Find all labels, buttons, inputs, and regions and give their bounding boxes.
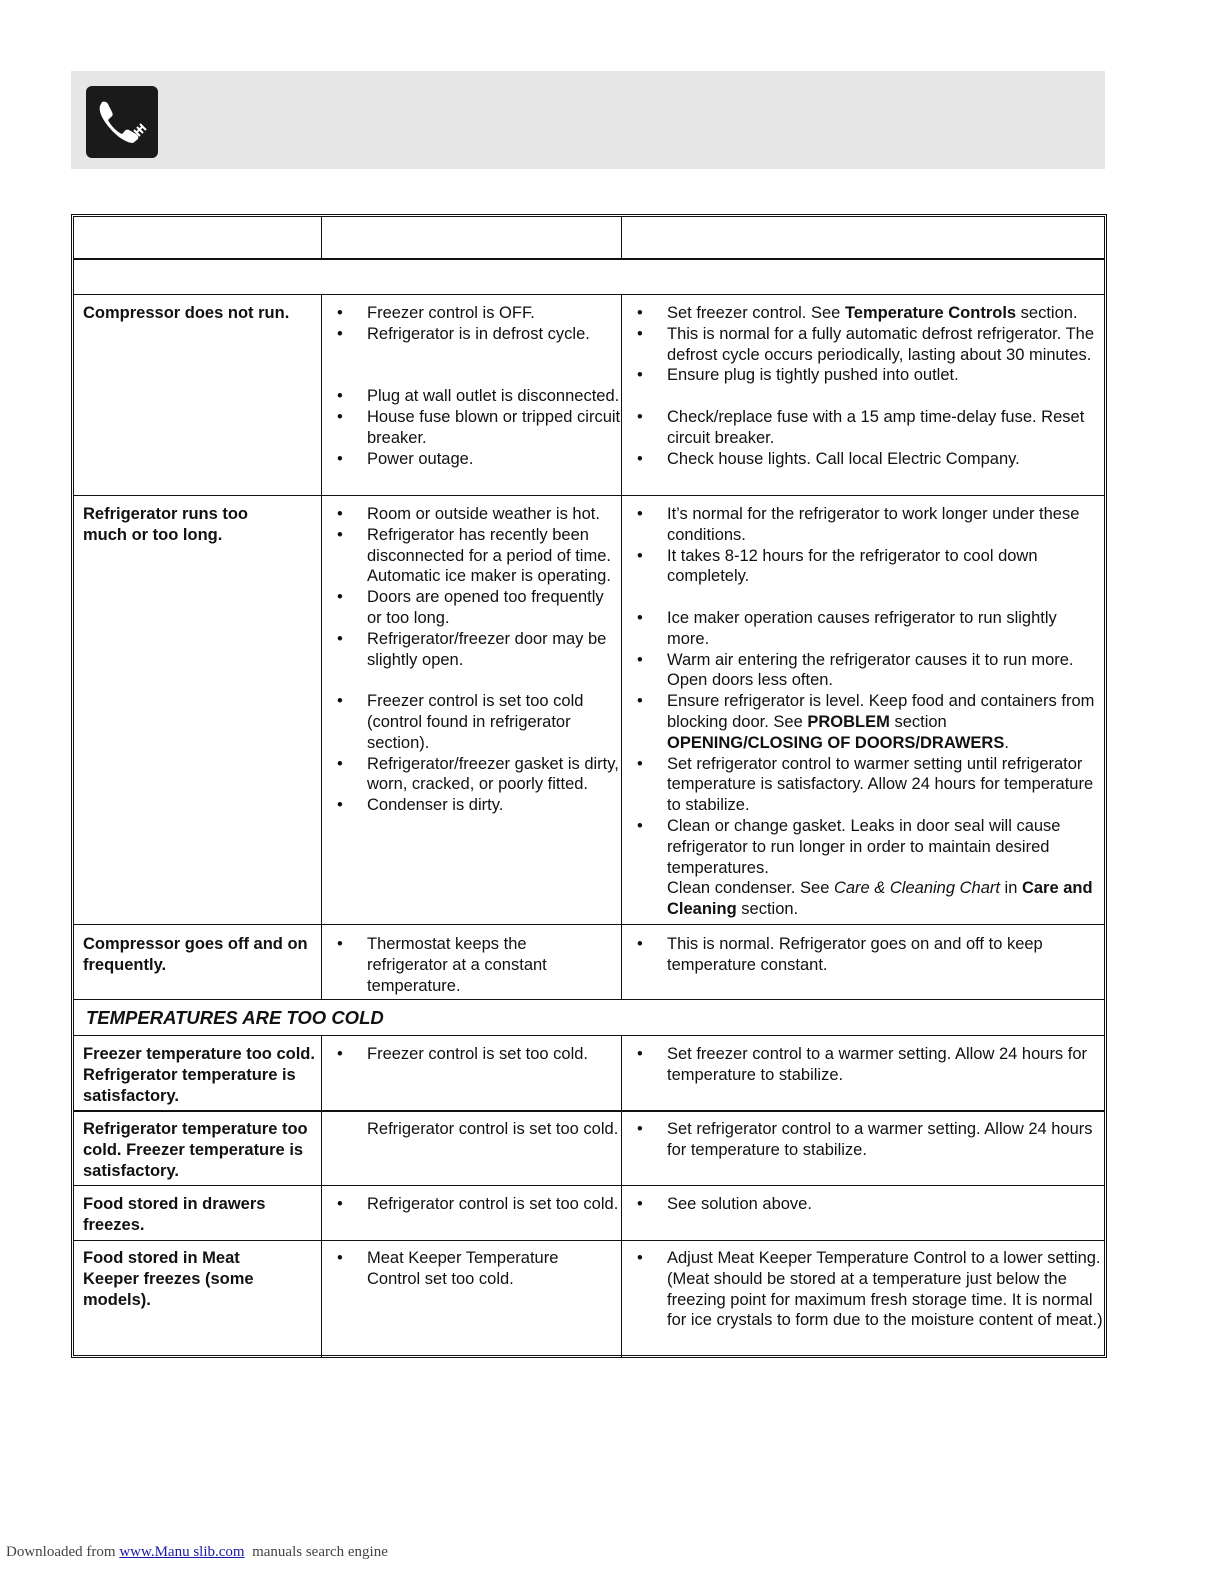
problem-freezer-too-cold: Freezer temperature too cold. Refrigerator temperature is satisfactory. [83,1045,315,1105]
footer-suffix: manuals search engine [244,1544,388,1560]
list-item: • Room or outside weather is hot. [333,504,621,525]
list-item: • Ice maker operation causes refrigerator to run slightly more. [633,608,1103,650]
list-item: • Freezer control is set too cold (control found in refrigerator section). [333,691,621,753]
solutions-freezer-too-cold [633,1044,1103,1086]
list-item: • Freezer control is set too cold. [333,1044,621,1065]
problem-compressor-not-run: Compressor does not run. [83,304,290,322]
list-item: • Power outage. [333,449,621,470]
header-band [71,71,1105,169]
list-item: • Meat Keeper Temperature Control set too cold. [333,1248,593,1290]
problem-runs-too-long: Refrigerator runs too much or too long. [83,505,249,544]
troubleshooting-table [71,214,1107,1358]
causes-freezer-too-cold [333,1044,621,1065]
causes-runs-too-long [333,504,621,816]
list-item: Automatic ice maker is operating. [367,567,611,586]
list-item: • It’s normal for the refrigerator to work longer under these conditions. [633,504,1103,546]
list-item: Clean condenser. See Care & Cleaning Chart in Care and Cleaning section. [667,879,1093,919]
list-item: • Set freezer control. See Temperature Controls section. [633,303,1103,324]
list-item: Refrigerator control is set too cold. [367,1120,619,1138]
list-item: • Freezer control is OFF. [333,303,621,324]
list-item: • Refrigerator/freezer door may be slightly open. [333,629,621,671]
list-item: • Ensure refrigerator is level. Keep food and containers from blocking door. See PROBLEM section OPENING/CLOSING OF DOORS/DRAWERS. [633,691,1103,753]
phone-icon [86,86,158,158]
list-item: • Refrigerator/freezer gasket is dirty, worn, cracked, or poorly fitted. [333,754,621,796]
list-item: • This is normal for a fully automatic defrost refrigerator. The defrost cycle occurs periodically, lasting about 30 minutes. [633,324,1103,366]
solutions-refrigerator-too-cold [633,1119,1103,1161]
list-item: • Refrigerator control is set too cold. [333,1194,621,1215]
download-footer [6,1542,388,1563]
list-item: • Condenser is dirty. [333,795,621,816]
problem-cycles-frequently: Compressor goes off and on frequently. [83,935,308,974]
list-item: • This is normal. Refrigerator goes on and off to keep temperature constant. [633,934,1103,976]
section-title-too-cold: TEMPERATURES ARE TOO COLD [86,1007,384,1028]
list-item: • Check house lights. Call local Electric Company. [633,449,1103,470]
footer-prefix: Downloaded from [6,1544,120,1560]
problem-refrigerator-too-cold: Refrigerator temperature too cold. Freezer temperature is satisfactory. [83,1120,308,1180]
list-item: • Thermostat keeps the refrigerator at a constant temperature. [333,934,588,996]
causes-drawers-freeze [333,1194,621,1215]
footer-link[interactable]: www.Manu slib.com [119,1544,245,1560]
solutions-runs-too-long [633,504,1103,920]
solutions-cycles-frequently [633,934,1103,976]
list-item: • Ensure plug is tightly pushed into outlet. [633,365,1103,386]
causes-refrigerator-too-cold [333,1119,621,1140]
header-cell-problem [74,217,321,258]
list-item: • House fuse blown or tripped circuit breaker. [333,407,621,449]
list-item: • Check/replace fuse with a 15 amp time-delay fuse. Reset circuit breaker. [633,407,1103,449]
list-item: • Clean or change gasket. Leaks in door seal will cause refrigerator to run longer in order to maintain desired temperatures. [633,816,1103,878]
list-item: • Doors are opened too frequently or too long. [333,587,621,629]
list-item: • Set freezer control to a warmer setting. Allow 24 hours for temperature to stabilize. [633,1044,1103,1086]
list-item: • Set refrigerator control to warmer setting until refrigerator temperature is satisfactory. Allow 24 hours for temperature to stabilize. [633,754,1103,816]
solutions-compressor-not-run [633,303,1103,469]
problem-meat-keeper-freezes: Food stored in Meat Keeper freezes (some models). [83,1249,254,1309]
list-item: • Refrigerator has recently been disconnected for a period of time. [333,525,621,567]
causes-cycles-frequently [333,934,588,996]
header-cell-cause [322,217,621,258]
solutions-meat-keeper-freezes [633,1248,1103,1331]
causes-meat-keeper-freezes [333,1248,593,1290]
list-item: • See solution above. [633,1194,1103,1215]
list-item: • It takes 8-12 hours for the refrigerator to cool down completely. [633,546,1103,588]
list-item: • Adjust Meat Keeper Temperature Control to a lower setting. (Meat should be stored at a temperature just below the freezing point for maximum fresh storage time. It is normal for ice crystals to form due to the moisture content of meat.) [633,1248,1103,1331]
list-item: • Warm air entering the refrigerator causes it to run more. Open doors less often. [633,650,1103,692]
list-item: • Set refrigerator control to a warmer setting. Allow 24 hours for temperature to stabilize. [633,1119,1103,1161]
solutions-drawers-freeze [633,1194,1103,1215]
header-cell-solution [622,217,1104,258]
list-item: • Refrigerator is in defrost cycle. [333,324,621,345]
causes-compressor-not-run [333,303,621,469]
list-item: • Plug at wall outlet is disconnected. [333,386,621,407]
problem-drawers-freeze: Food stored in drawers freezes. [83,1195,266,1234]
